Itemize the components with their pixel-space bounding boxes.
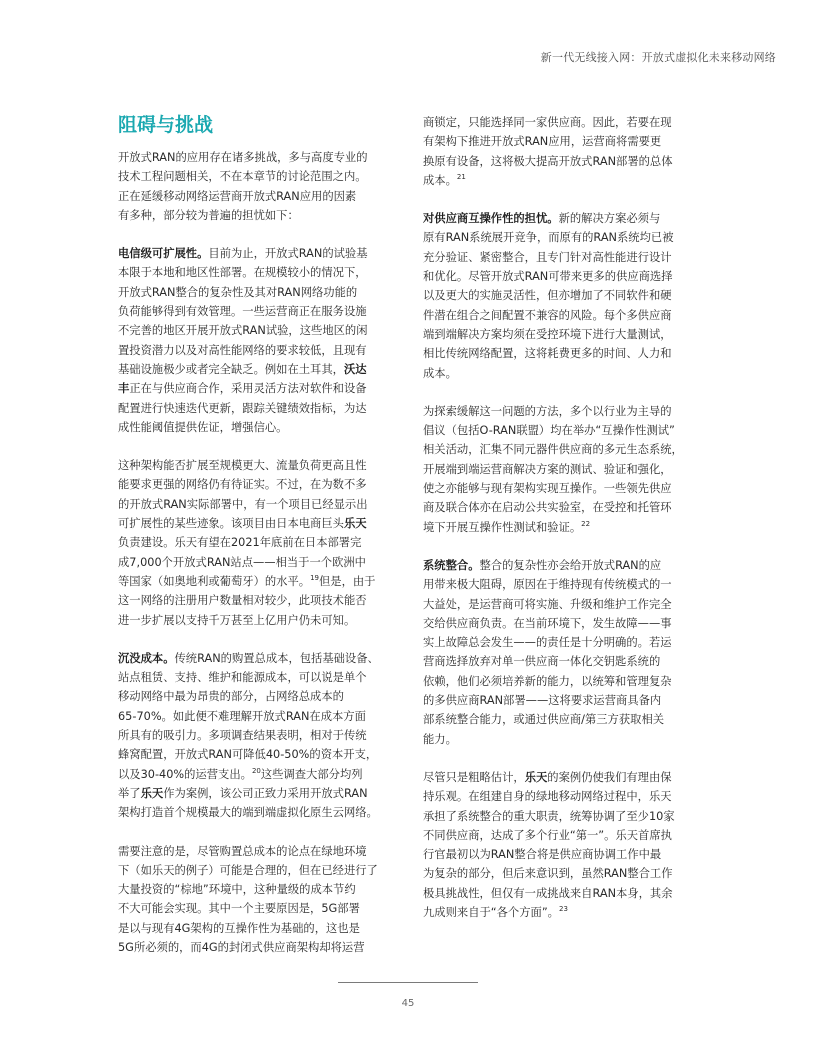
text-line	[423, 710, 699, 729]
paragraph	[423, 209, 699, 383]
text-run: 九成则来自于“各个方面”。	[423, 905, 559, 919]
text-line	[118, 553, 394, 572]
text-line	[118, 784, 394, 803]
text-run: 置投资潜力以及对高性能网络的要求较低，且现有	[118, 343, 367, 357]
text-line	[118, 475, 394, 494]
text-line	[118, 495, 394, 514]
text-line	[118, 360, 394, 379]
text-line	[118, 668, 394, 687]
text-run: 有多种，部分较为普遍的担忧如下：	[118, 208, 299, 222]
footer-rule	[338, 982, 478, 983]
text-run: 商及联合体亦在启动公共实验室，在受控和托管环	[423, 501, 672, 515]
text-line	[423, 113, 699, 132]
text-line	[423, 691, 699, 710]
text-run: 正在与供应商合作，采用灵活方法对软件和设备	[129, 382, 367, 396]
text-run: 以及更大的实施灵活性，但亦增加了不同软件和硬	[423, 289, 672, 303]
paragraph	[423, 556, 699, 749]
text-run: 正在延缓移动网络运营商开放式RAN应用的因素	[118, 189, 357, 203]
text-line	[423, 845, 699, 864]
text-line	[118, 591, 394, 610]
text-run: 基础设施极少或者完全缺乏。例如在土耳其，	[118, 362, 344, 376]
text-run: 不大可能会实现。其中一个主要原因是，5G部署	[118, 902, 360, 916]
text-line	[118, 167, 394, 186]
text-line	[118, 938, 394, 957]
text-run: 是以与现有4G架构的互操作性为基础的，这也是	[118, 921, 360, 935]
footnote-ref: 22	[581, 519, 591, 528]
text-run: 负荷能够得到有效管理。一些运营商正在服务设施	[118, 305, 367, 319]
text-line	[423, 440, 699, 459]
text-run: 换原有设备，这将极大提高开放式RAN部署的总体	[423, 154, 673, 168]
bold-run: 电信级可扩展性。	[118, 247, 209, 261]
text-line	[118, 765, 394, 784]
text-run: 移动网络中最为昂贵的部分，占网络总成本的	[118, 690, 344, 704]
text-line	[118, 861, 394, 880]
text-run: 的多供应商RAN部署——这将要求运营商具备内	[423, 694, 662, 708]
text-run: 行官最初以为RAN整合将是供应商协调工作中最	[423, 848, 662, 862]
text-line	[118, 263, 394, 282]
bold-run: 对供应商互操作性的担忧。	[423, 212, 559, 226]
text-line	[423, 730, 699, 749]
text-line	[118, 533, 394, 552]
text-line	[423, 267, 699, 286]
bold-run: 乐天	[524, 770, 548, 784]
text-line	[423, 228, 699, 247]
text-run: 端到端解决方案均须在受控环境下进行大量测试，	[423, 327, 672, 341]
bold-run: 乐天	[343, 517, 367, 531]
text-run: 能要求更强的网络仍有待证实。不过，在为数不多	[118, 478, 367, 492]
text-run: 成本。	[423, 366, 457, 380]
text-run: 和优化。尽管开放式RAN可带来更多的供应商选择	[423, 270, 673, 284]
text-run: 使之亦能够与现有架构实现互操作。一些领先供应	[423, 482, 672, 496]
text-line	[423, 421, 699, 440]
text-line	[423, 614, 699, 633]
text-line	[118, 321, 394, 340]
text-run: 这一网络的注册用户数量相对较少，此项技术能否	[118, 594, 367, 608]
paragraph	[118, 649, 394, 823]
text-line	[423, 787, 699, 806]
text-line	[118, 206, 394, 225]
paragraph	[423, 768, 699, 922]
text-line	[118, 418, 394, 437]
bold-run: 沉没成本。	[118, 651, 175, 665]
paragraph	[118, 148, 394, 225]
text-line	[118, 187, 394, 206]
text-line	[423, 209, 699, 228]
text-line	[423, 652, 699, 671]
text-line	[423, 826, 699, 845]
text-run: 所具有的吸引力。多项调查结果表明，相对于传统	[118, 729, 367, 743]
text-line	[423, 402, 699, 421]
text-run: 作为案例，该公司正致力采用开放式RAN	[163, 786, 368, 800]
text-line	[118, 745, 394, 764]
footnote-ref: 20	[251, 766, 261, 775]
text-line	[118, 244, 394, 263]
text-run: 倡议（包括O-RAN联盟）均在举办“互操作性测试”	[423, 424, 675, 438]
bold-run: 沃达	[343, 362, 367, 376]
text-run: 新的解决方案必须与	[558, 212, 661, 226]
text-run: 承担了系统整合的重大职责，统筹协调了至少10家	[423, 809, 675, 823]
text-line	[423, 633, 699, 652]
text-run: 成7,000个开放式RAN站点——相当于一个欧洲中	[118, 555, 366, 569]
text-run: 实上故障总会发生——的责任是十分明确的。若运	[423, 636, 672, 650]
text-run: 尽管只是粗略估计，	[423, 770, 525, 784]
text-line	[423, 903, 699, 922]
text-run: 等国家（如奥地利或葡萄牙）的水平。	[118, 574, 311, 588]
text-line	[118, 379, 394, 398]
text-run: 这些调查大部分均列	[260, 767, 363, 781]
text-run: 5G所必须的，而4G的封闭式供应商架构却将运营	[118, 940, 365, 954]
right-column	[423, 113, 699, 941]
text-run: 成本。	[423, 173, 457, 187]
text-line	[423, 306, 699, 325]
text-run: 技术工程问题相关，不在本章节的讨论范围之内。	[118, 170, 367, 184]
text-run: 有架构下推进开放式RAN应用，运营商将需要更	[423, 135, 662, 149]
footnote-ref: 19	[310, 574, 319, 583]
text-run: 以及30-40%的运营支出。	[118, 767, 252, 781]
text-run: 境下开展互操作性测试和验证。	[423, 520, 582, 534]
text-line	[423, 556, 699, 575]
text-run: 但是，由于	[318, 574, 376, 588]
footnote-ref: 23	[558, 905, 568, 914]
text-run: 站点租赁、支持、维护和能源成本，可以说是单个	[118, 671, 367, 685]
text-line	[118, 880, 394, 899]
text-line	[118, 919, 394, 938]
paragraph	[118, 244, 394, 437]
text-run: 这种架构能否扩展至规模更大、流量负荷更高且性	[118, 459, 367, 473]
paragraph	[423, 113, 699, 190]
text-line	[423, 518, 699, 537]
paragraph	[118, 842, 394, 958]
text-line	[118, 572, 394, 591]
text-run: 需要注意的是，尽管购置总成本的论点在绿地环境	[118, 844, 367, 858]
text-line	[118, 341, 394, 360]
text-run: 开放式RAN整合的复杂性及其对RAN网络功能的	[118, 285, 358, 299]
text-line	[423, 595, 699, 614]
text-line	[118, 148, 394, 167]
text-line	[423, 575, 699, 594]
text-run: 整合的复杂性亦会给开放式RAN的应	[479, 558, 662, 572]
text-run: 配置进行快速迭代更新，跟踪关键绩效指标，为达	[118, 401, 367, 415]
text-run: 蜂窝配置，开放式RAN可降低40-50%的资本开支，	[118, 748, 378, 762]
section-title: 阻碍与挑战	[118, 114, 214, 136]
text-line	[118, 687, 394, 706]
text-run: 为探索缓解这一问题的方法，多个以行业为主导的	[423, 404, 672, 418]
text-run: 传统RAN的购置总成本，包括基础设备、	[174, 651, 379, 665]
text-line	[118, 899, 394, 918]
footnote-ref: 21	[456, 173, 466, 182]
text-run: 部系统整合能力，或通过供应商/第三方获取相关	[423, 713, 665, 727]
text-line	[118, 302, 394, 321]
text-run: 的开放式RAN实际部署中，有一个项目已经显示出	[118, 497, 368, 511]
text-run: 持乐观。在组建自身的绿地移动网络过程中，乐天	[423, 790, 672, 804]
text-line	[118, 726, 394, 745]
text-line	[423, 479, 699, 498]
text-run: 可扩展性的某些迹象。该项目由日本电商巨头	[118, 517, 344, 531]
text-run: 能力。	[423, 732, 457, 746]
bold-run: 乐天	[140, 786, 164, 800]
text-run: 相关活动，汇集不同元器件供应商的多元生态系统，	[423, 443, 683, 457]
text-run: 65-70%。如此便不难理解开放式RAN在成本方面	[118, 709, 366, 723]
text-line	[423, 248, 699, 267]
text-run: 不完善的地区开展开放式RAN试验，这些地区的闲	[118, 324, 368, 338]
text-line	[423, 768, 699, 787]
text-line	[423, 864, 699, 883]
text-line	[118, 649, 394, 668]
text-run: 下（如乐天的例子）可能是合理的，但在已经进行了	[118, 863, 378, 877]
text-run: 件潜在组合之间配置不兼容的风险。每个多供应商	[423, 308, 672, 322]
text-run: 开展端到端运营商解决方案的测试、验证和强化，	[423, 462, 672, 476]
text-line	[118, 803, 394, 822]
text-run: 大量投资的“棕地”环境中，这种量级的成本节约	[118, 883, 356, 897]
text-line	[423, 171, 699, 190]
text-run: 的案例仍使我们有理由保	[547, 770, 672, 784]
text-line	[423, 286, 699, 305]
text-line	[423, 152, 699, 171]
text-line	[423, 884, 699, 903]
text-run: 目前为止，开放式RAN的试验基	[208, 247, 368, 261]
text-run: 开放式RAN的应用存在诸多挑战，多与高度专业的	[118, 151, 368, 164]
running-header: 新一代无线接入网：开放式虚拟化未来移动网络	[540, 51, 776, 64]
text-line	[118, 707, 394, 726]
text-line	[423, 807, 699, 826]
text-line	[423, 672, 699, 691]
text-line	[423, 364, 699, 383]
text-run: 本限于本地和地区性部署。在规模较小的情况下，	[118, 266, 367, 280]
text-run: 依赖，他们必须培养新的能力，以统筹和管理复杂	[423, 674, 672, 688]
left-column	[118, 148, 394, 976]
text-run: 大益处，是运营商可将实施、升级和维护工作完全	[423, 597, 672, 611]
text-run: 不同供应商，达成了多个行业“第一”。乐天首席执	[423, 828, 672, 842]
text-line	[423, 344, 699, 363]
text-run: 极具挑战性，但仅有一成挑战来自RAN本身，其余	[423, 886, 673, 900]
text-line	[118, 514, 394, 533]
text-line	[118, 611, 394, 630]
text-run: 交给供应商负责。在当前环境下，发生故障——事	[423, 616, 672, 630]
text-line	[423, 498, 699, 517]
text-run: 负责建设。乐天有望在2021年底前在日本部署完	[118, 536, 362, 550]
paragraph	[423, 402, 699, 537]
text-run: 商锁定，只能选择同一家供应商。因此，若要在现	[423, 116, 672, 129]
text-run: 用带来极大阻碍，原因在于维持现有传统模式的一	[423, 578, 672, 592]
text-line	[423, 132, 699, 151]
paragraph	[118, 456, 394, 630]
text-run: 相比传统网络配置，这将耗费更多的时间、人力和	[423, 347, 672, 361]
text-line	[423, 460, 699, 479]
text-run: 充分验证、紧密整合，且专门针对高性能进行设计	[423, 250, 672, 264]
text-run: 成性能阈值提供佐证，增强信心。	[118, 420, 288, 434]
text-line	[118, 399, 394, 418]
text-run: 架构打造首个规模最大的端到端虚拟化原生云网络。	[118, 806, 378, 820]
text-run: 进一步扩展以支持千万甚至上亿用户仍未可知。	[118, 613, 356, 627]
text-line	[423, 325, 699, 344]
text-run: 举了	[118, 786, 141, 800]
text-line	[118, 456, 394, 475]
bold-run: 丰	[118, 382, 130, 396]
page-number: 45	[401, 998, 415, 1009]
text-run: 营商选择放弃对单一供应商一体化交钥匙系统的	[423, 655, 661, 669]
text-run: 为复杂的部分，但后来意识到，虽然RAN整合工作	[423, 867, 673, 881]
text-run: 原有RAN系统展开竞争，而原有的RAN系统均已被	[423, 231, 674, 245]
text-line	[118, 842, 394, 861]
bold-run: 系统整合。	[423, 558, 480, 572]
text-line	[118, 283, 394, 302]
